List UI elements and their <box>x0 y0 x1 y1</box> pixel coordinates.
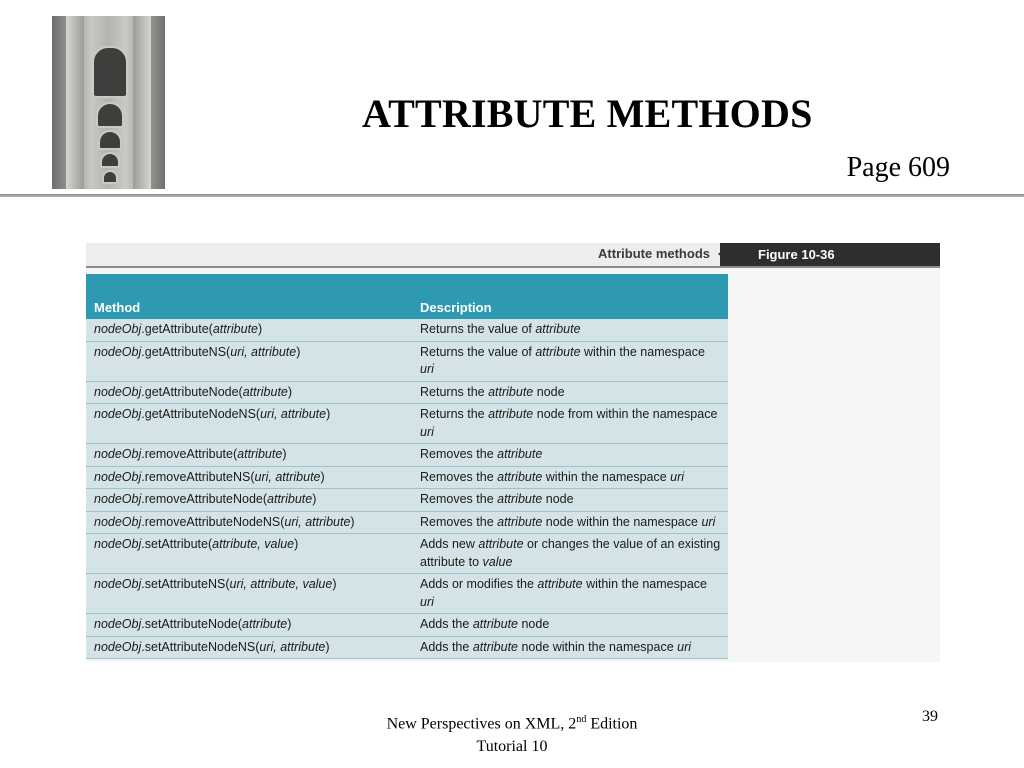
italic-text: attribute, value <box>212 537 295 551</box>
italic-text: nodeObj <box>94 537 142 551</box>
italic-text: attribute <box>237 447 283 461</box>
column-header-description: Description <box>412 274 728 319</box>
footer-line-1 <box>0 708 1024 735</box>
italic-text: attribute <box>212 322 259 336</box>
italic-text: attribute <box>488 384 534 399</box>
method-cell <box>86 636 412 659</box>
photo-pillar-right <box>133 16 151 189</box>
bridge-photo <box>52 16 165 189</box>
italic-text: nodeObj <box>94 469 142 484</box>
text: .removeAttributeNS( <box>141 469 255 484</box>
description-cell <box>412 489 728 512</box>
italic-text: attribute <box>497 492 543 506</box>
text: ) <box>294 537 299 551</box>
italic-text: uri <box>701 514 716 529</box>
italic-text: attribute <box>472 617 518 631</box>
italic-text: uri, attribute <box>259 639 326 654</box>
italic-text: nodeObj <box>94 322 142 336</box>
description-cell <box>412 444 728 467</box>
method-cell <box>86 489 412 512</box>
method-cell <box>86 381 412 404</box>
text: .getAttributeNodeNS( <box>141 407 261 421</box>
text: ) <box>282 447 287 461</box>
slide-number: 39 <box>922 708 938 725</box>
method-cell <box>86 614 412 637</box>
text: node <box>518 617 550 631</box>
italic-text: uri, attribute <box>230 344 297 359</box>
italic-text: uri, attribute, value <box>229 577 333 591</box>
italic-text: nodeObj <box>94 577 142 591</box>
italic-text: value <box>482 554 513 569</box>
italic-text: uri, attribute <box>260 407 327 421</box>
method-cell <box>86 341 412 381</box>
text: ) <box>258 322 263 336</box>
italic-text: attribute <box>537 577 583 591</box>
italic-text: attribute <box>267 492 313 506</box>
figure-header <box>86 243 940 268</box>
text: node from within the namespace <box>533 407 718 421</box>
italic-text: attribute <box>472 639 518 654</box>
text: Removes the <box>420 492 498 506</box>
text: .setAttributeNode( <box>141 617 243 631</box>
method-cell <box>86 466 412 489</box>
text: ) <box>332 577 337 591</box>
italic-text: nodeObj <box>94 617 142 631</box>
page-reference: Page 609 <box>846 152 950 183</box>
figure-caption: Attribute methods <box>598 246 710 261</box>
table-row <box>86 319 728 341</box>
italic-text: nodeObj <box>94 447 142 461</box>
table-header-row <box>86 274 728 319</box>
italic-text: nodeObj <box>94 514 142 529</box>
table-row <box>86 466 728 489</box>
text: Adds the <box>420 639 473 654</box>
text: .setAttributeNS( <box>141 577 230 591</box>
text: ) <box>350 514 355 529</box>
italic-text: nodeObj <box>94 639 142 654</box>
italic-text: nodeObj <box>94 384 142 399</box>
text: node within the namespace <box>542 514 702 529</box>
text: ) <box>325 639 330 654</box>
table-row <box>86 534 728 574</box>
figure-label: Figure 10-36 <box>720 243 940 266</box>
italic-text: attribute <box>535 344 581 359</box>
column-header-method: Method <box>86 274 412 319</box>
text: Returns the <box>420 407 489 421</box>
italic-text: uri <box>677 639 692 654</box>
methods-table <box>86 274 728 659</box>
text: .removeAttributeNodeNS( <box>141 514 285 529</box>
text: .getAttributeNS( <box>141 344 231 359</box>
method-cell <box>86 404 412 444</box>
description-cell <box>412 614 728 637</box>
text: ) <box>287 384 293 399</box>
photo-arch <box>98 130 122 150</box>
table-row <box>86 614 728 637</box>
text: ) <box>296 344 301 359</box>
text: Removes the <box>420 469 498 484</box>
description-cell <box>412 341 728 381</box>
italic-text: attribute <box>497 514 543 529</box>
footer-superscript: nd <box>576 714 587 725</box>
description-cell <box>412 511 728 534</box>
italic-text: attribute <box>242 384 288 399</box>
method-cell <box>86 534 412 574</box>
text: Removes the <box>420 447 498 461</box>
table-row <box>86 381 728 404</box>
description-cell <box>412 319 728 341</box>
photo-arch <box>102 170 118 184</box>
italic-text: uri, attribute <box>284 514 351 529</box>
italic-text: attribute <box>478 537 524 551</box>
text: within the namespace <box>582 577 707 591</box>
italic-text: nodeObj <box>94 492 142 506</box>
text: ) <box>326 407 331 421</box>
footer-text <box>0 708 1024 758</box>
footer-edition: Edition <box>586 715 638 733</box>
photo-arch <box>92 46 128 98</box>
description-cell <box>412 574 728 614</box>
italic-text: attribute <box>535 322 581 336</box>
table-row <box>86 444 728 467</box>
text: .setAttributeNodeNS( <box>141 639 260 654</box>
text: ) <box>312 492 317 506</box>
text: or changes the value of an existing attribute to <box>420 537 721 569</box>
text: node <box>542 492 574 506</box>
italic-text: uri <box>670 469 685 484</box>
photo-pillar-left <box>66 16 84 189</box>
method-cell <box>86 319 412 341</box>
text: Returns the <box>420 384 489 399</box>
italic-text: attribute <box>497 447 543 461</box>
italic-text: uri <box>420 362 434 376</box>
text: .getAttributeNode( <box>141 384 243 399</box>
title-divider <box>0 194 1024 197</box>
text: Returns the value of <box>420 344 536 359</box>
text: ) <box>287 617 292 631</box>
italic-text: attribute <box>497 469 543 484</box>
table-row <box>86 404 728 444</box>
italic-text: uri <box>420 594 434 609</box>
table-body <box>86 319 728 659</box>
text: .getAttribute( <box>141 322 213 336</box>
table-row <box>86 489 728 512</box>
text: .removeAttributeNode( <box>141 492 268 506</box>
footer-line-2: Tutorial 10 <box>476 738 548 756</box>
table-row <box>86 341 728 381</box>
description-cell <box>412 534 728 574</box>
italic-text: attribute <box>488 407 534 421</box>
text: within the namespace <box>542 469 671 484</box>
photo-arch <box>100 152 120 168</box>
method-cell <box>86 444 412 467</box>
slide-title: ATTRIBUTE METHODS <box>362 91 813 136</box>
description-cell <box>412 381 728 404</box>
method-cell <box>86 511 412 534</box>
text: Adds new <box>420 537 479 551</box>
italic-text: nodeObj <box>94 407 142 421</box>
italic-text: uri <box>420 424 434 439</box>
text: .removeAttribute( <box>141 447 238 461</box>
text: .setAttribute( <box>141 537 213 551</box>
text: Returns the value of <box>420 322 536 336</box>
description-cell <box>412 404 728 444</box>
text: node <box>533 384 565 399</box>
text: ) <box>320 469 325 484</box>
text: Adds or modifies the <box>420 577 538 591</box>
italic-text: nodeObj <box>94 344 142 359</box>
table-row <box>86 574 728 614</box>
text: node within the namespace <box>518 639 678 654</box>
method-cell <box>86 574 412 614</box>
figure-attribute-methods <box>86 243 940 662</box>
text: Adds the <box>420 617 473 631</box>
text: within the namespace <box>580 344 705 359</box>
text: Removes the <box>420 514 498 529</box>
footer-book-title: New Perspectives on XML, 2 <box>386 715 577 733</box>
description-cell <box>412 636 728 659</box>
italic-text: uri, attribute <box>254 469 321 484</box>
description-cell <box>412 466 728 489</box>
table-row <box>86 636 728 659</box>
photo-arch <box>96 102 124 128</box>
italic-text: attribute <box>242 617 288 631</box>
table-row <box>86 511 728 534</box>
